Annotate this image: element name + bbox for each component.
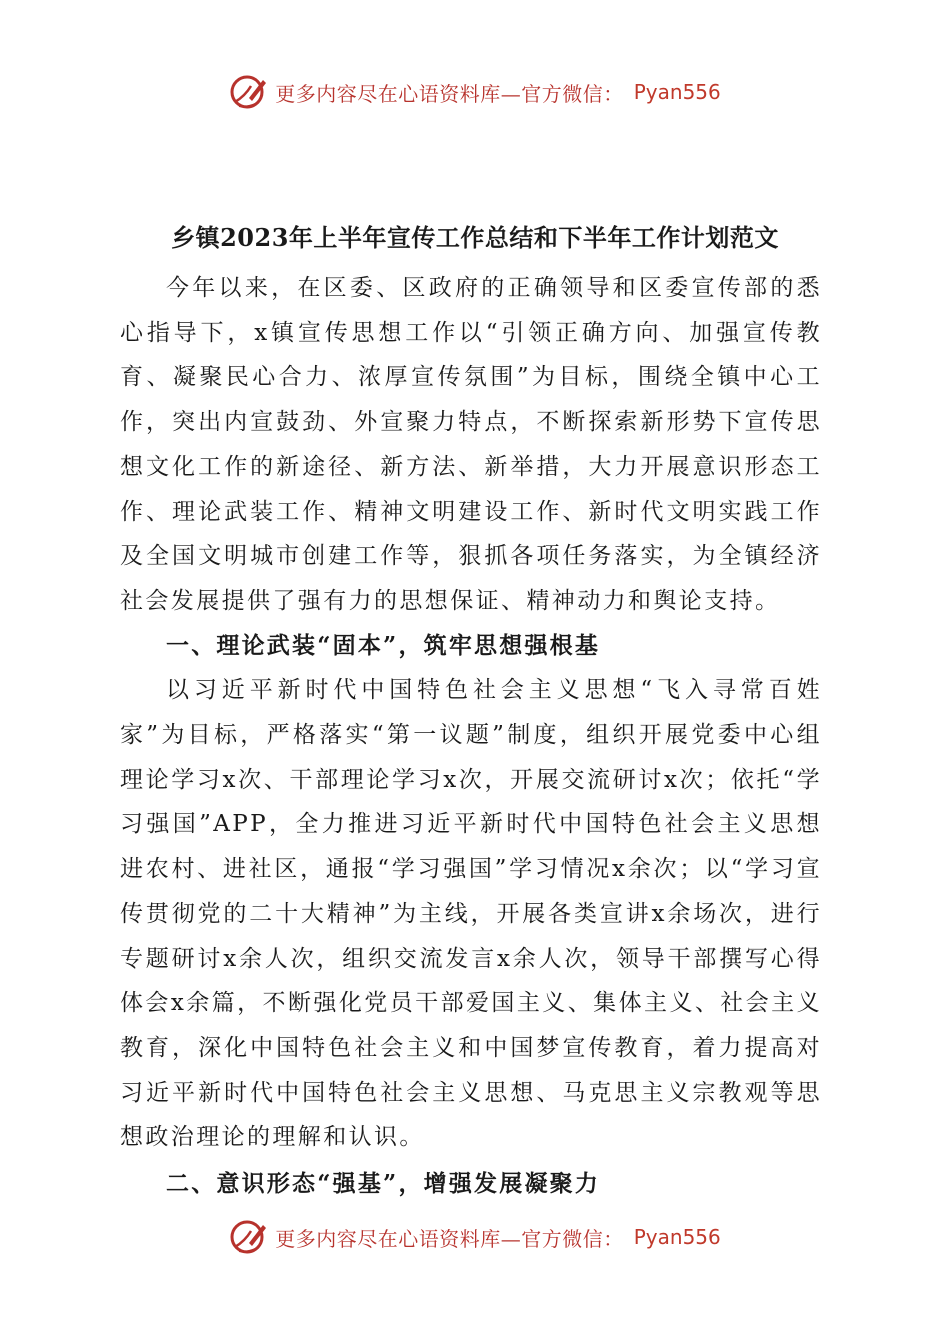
pen-logo-icon: [229, 72, 269, 112]
pen-logo-icon: [229, 1217, 269, 1257]
watermark-footer: [0, 1215, 950, 1259]
document-body: [120, 266, 822, 1207]
document-title: 乡镇2023年上半年宣传工作总结和下半年工作计划范文: [171, 223, 779, 252]
watermark-wechat-id: Pyan556: [633, 80, 721, 104]
intro-paragraph: 今年以来，在区委、区政府的正确领导和区委宣传部的悉心指导下，x镇宣传思想工作以“引领正确方向、加强宣传教育、凝聚民心合力、浓厚宣传氛围”为目标，围绕全镇中心工作，突出内宣鼓劲、外宣聚力特点，不断探索新形势下宣传思想文化工作的新途径、新方法、新举措，大力开展意识形态工作、理论武装工作、精神文明建设工作、新时代文明实践工作及全国文明城市创建工作等，狠抓各项任务落实，为全镇经济社会发展提供了强有力的思想保证、精神动力和舆论支持。: [120, 275, 822, 614]
watermark-header: [0, 70, 950, 114]
watermark-text: 更多内容尽在心语资料库—官方微信：: [275, 1226, 624, 1251]
watermark-wechat-id: Pyan556: [633, 1225, 721, 1249]
section-1-heading: 一、理论武装“固本”，筑牢思想强根基: [166, 631, 601, 659]
section-2-heading: 二、意识形态“强基”，增强发展凝聚力: [166, 1170, 601, 1198]
section-1-paragraph: 以习近平新时代中国特色社会主义思想“飞入寻常百姓家”为目标，严格落实“第一议题”制度，组织开展党委中心组理论学习x次、干部理论学习x次，开展交流研讨x次；依托“学习强国”APP，全力推进习近平新时代中国特色社会主义思想进农村、进社区，通报“学习强国”学习情况x余次；以“学习宣传贯彻党的二十大精神”为主线，开展各类宣讲x余场次，进行专题研讨x余人次，组织交流发言x余人次，领导干部撰写心得体会x余篇，不断强化党员干部爱国主义、集体主义、社会主义教育，深化中国特色社会主义和中国梦宣传教育，着力提高对习近平新时代中国特色社会主义思想、马克思主义宗教观等思想政治理论的理解和认识。: [120, 677, 822, 1151]
watermark-text: 更多内容尽在心语资料库—官方微信：: [275, 81, 624, 106]
